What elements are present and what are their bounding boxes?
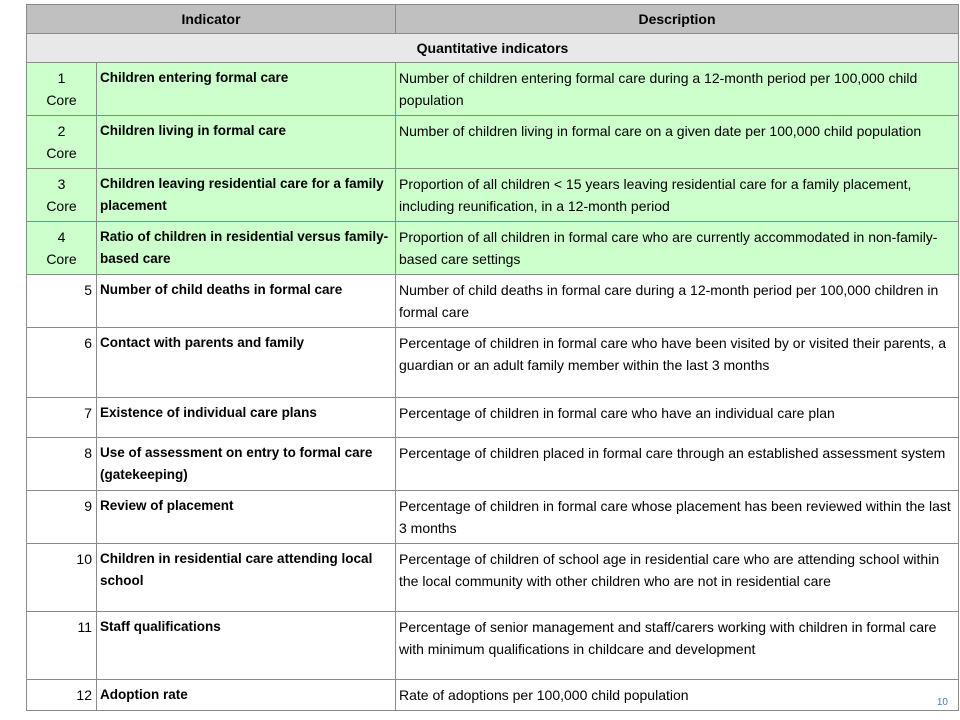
indicator-number bbox=[27, 398, 97, 438]
indicator-description: Percentage of children in formal care whose placement has been reviewed within the last 3 months bbox=[396, 491, 959, 544]
indicator-name: Number of child deaths in formal care bbox=[97, 275, 396, 328]
indicator-number bbox=[27, 222, 97, 275]
section-row bbox=[27, 34, 959, 63]
indicator-description: Percentage of children placed in formal care through an established assessment system bbox=[396, 438, 959, 491]
indicator-number bbox=[27, 63, 97, 116]
indicator-description: Rate of adoptions per 100,000 child population bbox=[396, 680, 959, 711]
indicator-name: Review of placement bbox=[97, 491, 396, 544]
table-row bbox=[27, 491, 959, 544]
indicators-table bbox=[26, 4, 959, 711]
indicator-number-value: 3 bbox=[57, 176, 66, 192]
indicator-number bbox=[27, 544, 97, 612]
indicator-number-value: 9 bbox=[84, 498, 92, 514]
indicator-description: Number of child deaths in formal care during a 12-month period per 100,000 children in formal care bbox=[396, 275, 959, 328]
table-row bbox=[27, 222, 959, 275]
indicator-number-value: 7 bbox=[84, 405, 92, 421]
indicator-number-value: 8 bbox=[84, 445, 92, 461]
table-row bbox=[27, 116, 959, 169]
table-header-row bbox=[27, 5, 959, 34]
indicator-number-value: 5 bbox=[84, 282, 92, 298]
table-row bbox=[27, 544, 959, 612]
indicator-number bbox=[27, 491, 97, 544]
table-row bbox=[27, 275, 959, 328]
indicator-number bbox=[27, 275, 97, 328]
table-row bbox=[27, 63, 959, 116]
indicator-name: Contact with parents and family bbox=[97, 328, 396, 398]
indicator-number bbox=[27, 116, 97, 169]
indicator-description: Proportion of all children < 15 years leaving residential care for a family placement, including reunification, in a 12-month period bbox=[396, 169, 959, 222]
indicator-number bbox=[27, 612, 97, 680]
indicator-number-value: 10 bbox=[76, 551, 92, 567]
description-header: Description bbox=[396, 5, 959, 34]
indicator-name: Staff qualifications bbox=[97, 612, 396, 680]
indicator-description: Percentage of children in formal care who have been visited by or visited their parents, a guardian or an adult family member within the last 3 months bbox=[396, 328, 959, 398]
page-number: 10 bbox=[936, 697, 948, 708]
indicator-name: Existence of individual care plans bbox=[97, 398, 396, 438]
indicator-name: Children living in formal care bbox=[97, 116, 396, 169]
indicator-name: Use of assessment on entry to formal care (gatekeeping) bbox=[97, 438, 396, 491]
table-row bbox=[27, 398, 959, 438]
indicator-name: Children entering formal care bbox=[97, 63, 396, 116]
indicator-name: Adoption rate bbox=[97, 680, 396, 711]
indicator-name: Children in residential care attending local school bbox=[97, 544, 396, 612]
indicator-description: Proportion of all children in formal care who are currently accommodated in non-family-based care settings bbox=[396, 222, 959, 275]
indicator-description: Number of children entering formal care during a 12-month period per 100,000 child population bbox=[396, 63, 959, 116]
indicator-description: Percentage of children of school age in residential care who are attending school within the local community with other children who are not in residential care bbox=[396, 544, 959, 612]
core-tag: Core bbox=[46, 251, 77, 267]
indicator-number bbox=[27, 169, 97, 222]
indicator-name: Ratio of children in residential versus family-based care bbox=[97, 222, 396, 275]
indicator-number-value: 4 bbox=[57, 229, 66, 245]
table-row bbox=[27, 169, 959, 222]
indicator-number bbox=[27, 438, 97, 491]
core-tag: Core bbox=[46, 145, 77, 161]
table-row bbox=[27, 328, 959, 398]
indicator-number bbox=[27, 680, 97, 711]
indicator-number bbox=[27, 328, 97, 398]
indicator-description: Number of children living in formal care on a given date per 100,000 child population bbox=[396, 116, 959, 169]
indicator-name: Children leaving residential care for a family placement bbox=[97, 169, 396, 222]
indicator-number-value: 1 bbox=[57, 70, 66, 86]
table-row bbox=[27, 680, 959, 711]
indicator-number-value: 11 bbox=[77, 619, 92, 635]
indicator-number-value: 12 bbox=[76, 687, 92, 703]
indicator-number-value: 2 bbox=[57, 123, 66, 139]
table-row bbox=[27, 438, 959, 491]
indicator-description: Percentage of senior management and staff/carers working with children in formal care with minimum qualifications in childcare and development bbox=[396, 612, 959, 680]
section-title: Quantitative indicators bbox=[27, 34, 959, 63]
indicator-number-value: 6 bbox=[84, 335, 92, 351]
indicator-header: Indicator bbox=[27, 5, 396, 34]
indicator-description: Percentage of children in formal care who have an individual care plan bbox=[396, 398, 959, 438]
core-tag: Core bbox=[46, 92, 77, 108]
table-row bbox=[27, 612, 959, 680]
core-tag: Core bbox=[46, 198, 77, 214]
